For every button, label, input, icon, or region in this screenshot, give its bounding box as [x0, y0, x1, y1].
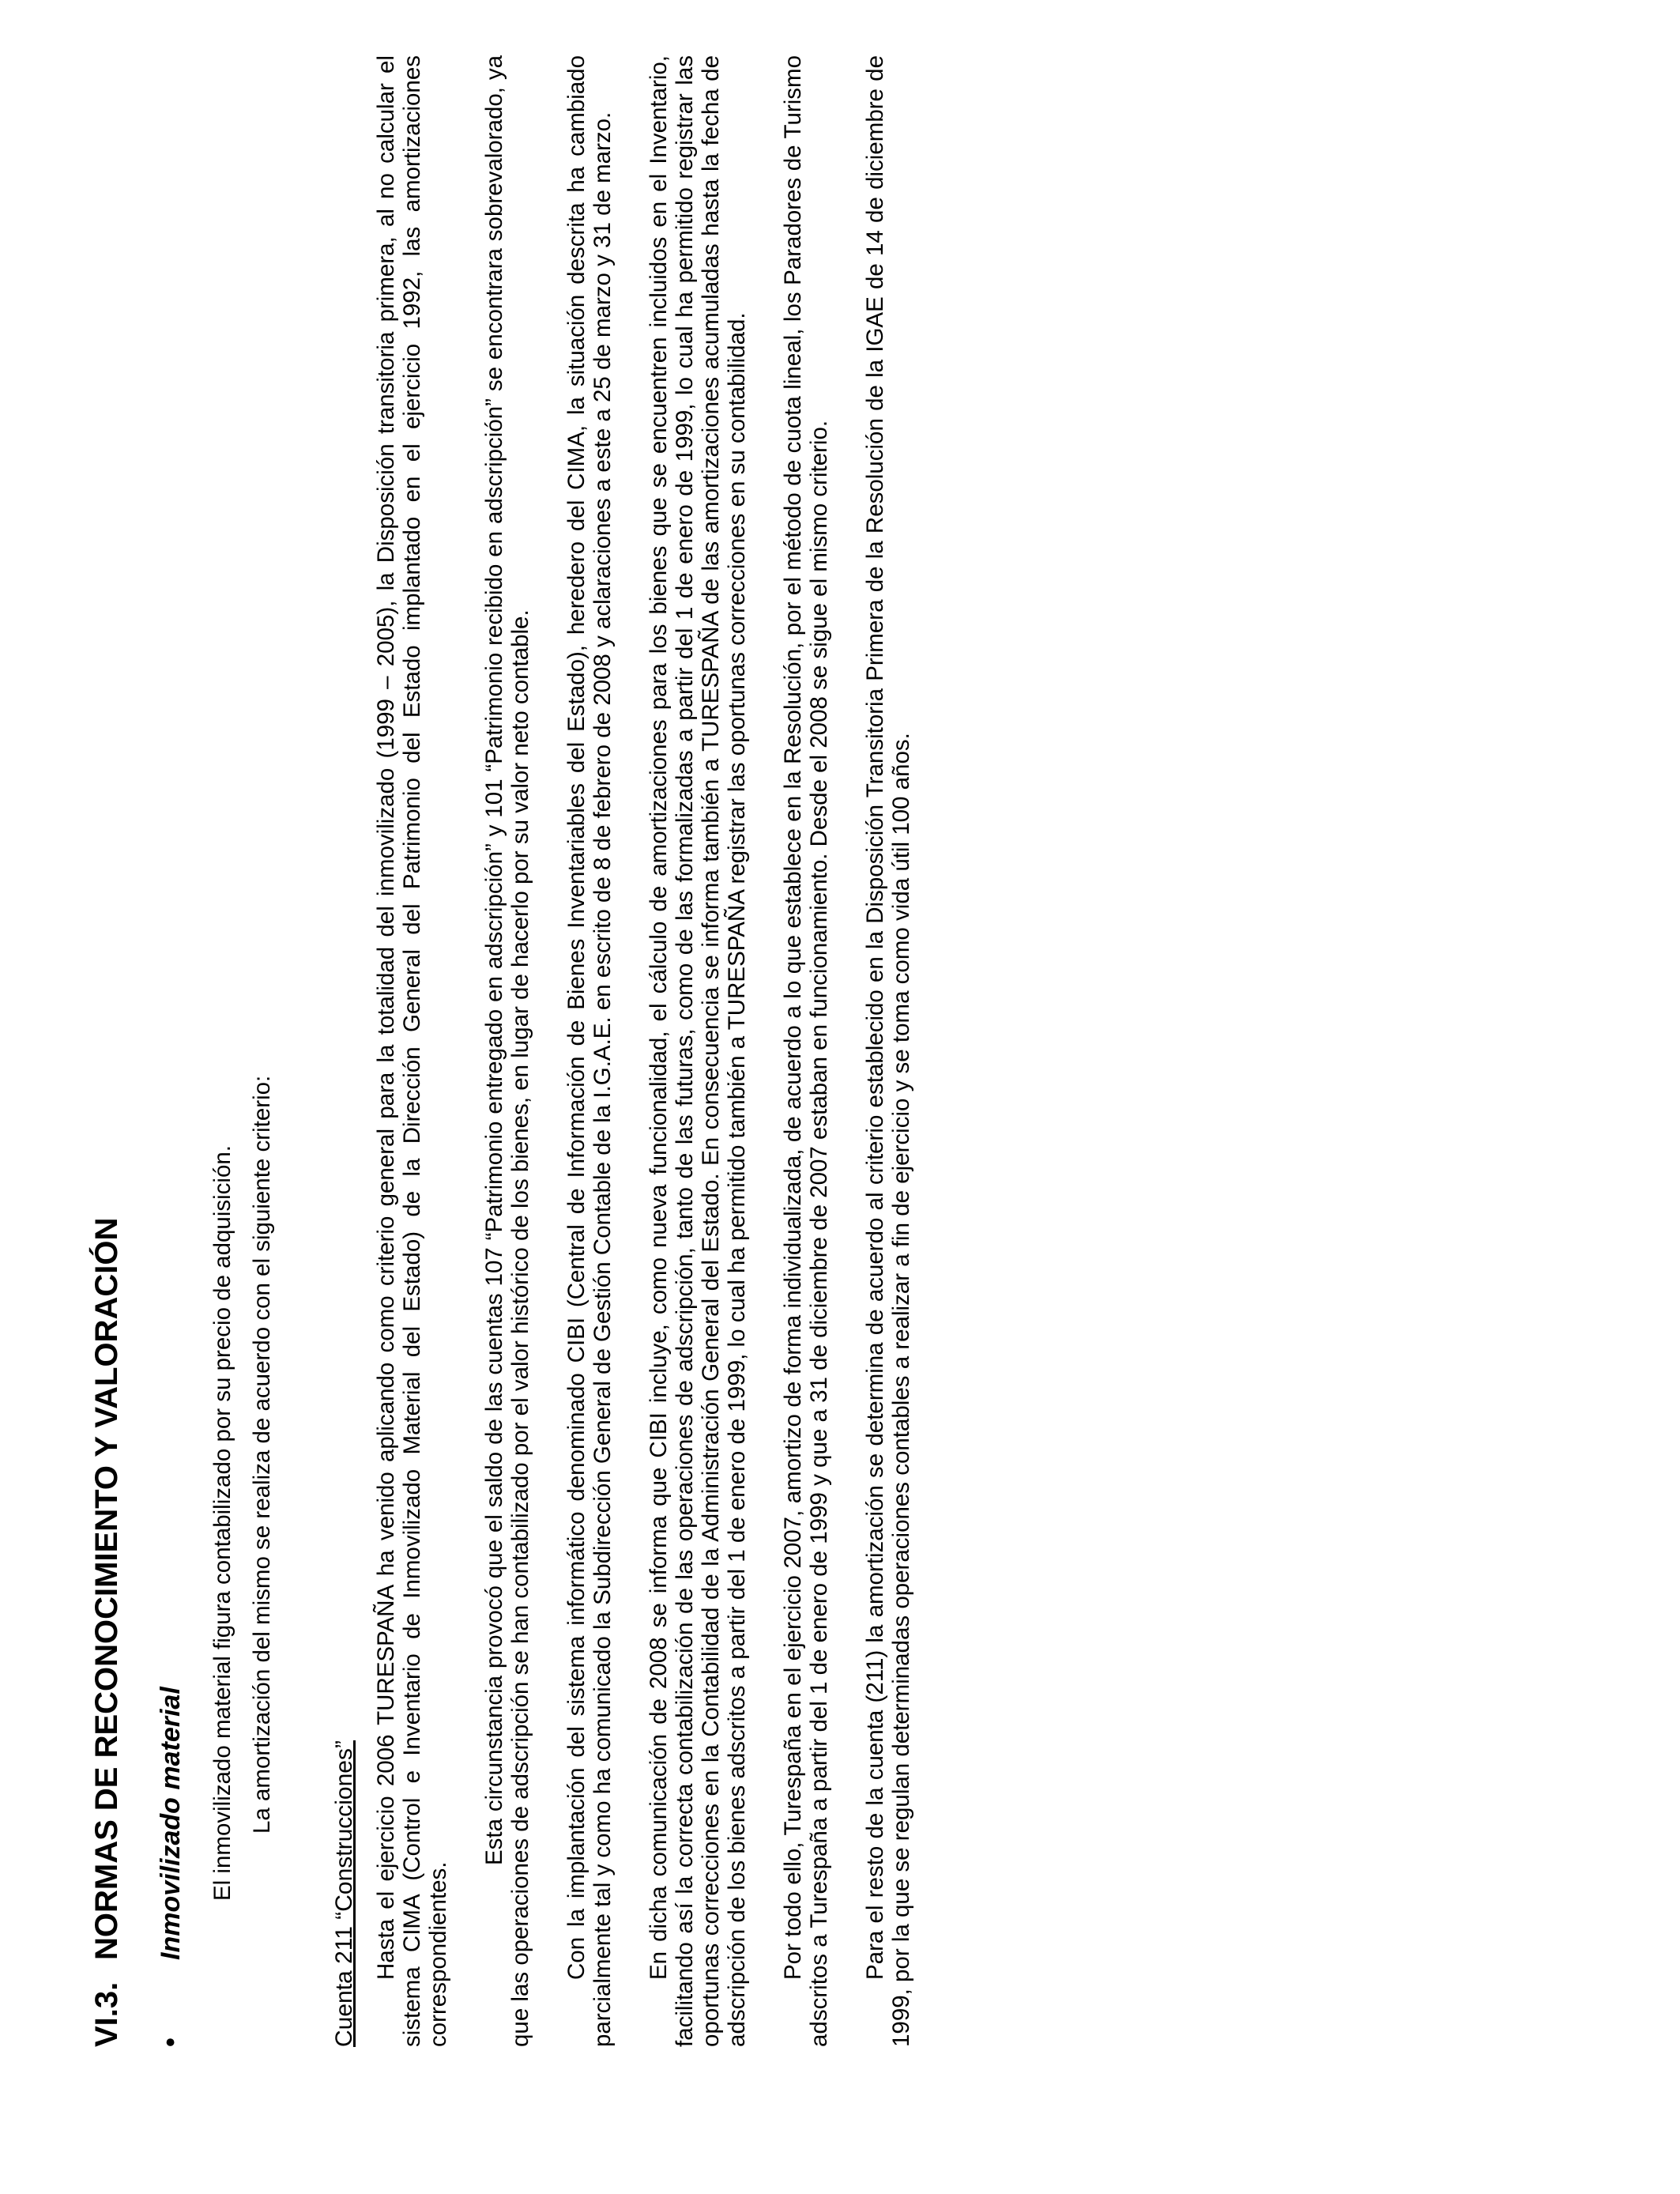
paragraph-rest-of-account: Para el resto de la cuenta (211) la amortización se determina de acuerdo al criterio establecido en la Disposición Transitoria Primera de la Resolución de la IGAE de 14 de diciembre de 1999, por la que se regulan determinadas operaciones contables a realizar a fin de ejercicio y se toma como vida útil 100 años.: [862, 55, 914, 2047]
account-heading: Cuenta 211 “Construcciones”: [331, 1740, 357, 2047]
paragraph-cibi: Con la implantación del sistema informático denominado CIBI (Central de Información de Bienes Inventariables del Estado), heredero del CIMA, la situación descrita ha cambiado parcialmente tal y como ha comunicado la Subdirección General de Gestión Contable de la I.G.A.E. en escrito de 8 de febrero de 2008 y aclaraciones a este a 25 de marzo y 31 de marzo.: [563, 55, 616, 2047]
intro-amortization-criterion: La amortización del mismo se realiza de acuerdo con el siguiente criterio:: [249, 1075, 275, 1834]
intro-acquisition-price: El inmovilizado material figura contabilizado por su precio de adquisición.: [209, 1145, 235, 1901]
paragraph-paradores: Por todo ello, Turespaña en el ejercicio 2007, amortizo de forma individualizada, de acuerdo a lo que establece en la Resolución, por el método de cuota lineal, los Paradores de Turismo adscritos a Turespaña a partir del 1 de enero de 1999 y que a 31 de diciembre de 2007 estaban en funcionamiento. Desde el 2008 se sigue el mismo criterio.: [780, 55, 832, 2047]
section-heading: [87, 55, 126, 2047]
paragraph-overvaluation: Esta circunstancia provocó que el saldo de las cuentas 107 “Patrimonio entregado en adscripción” y 101 “Patrimonio recibido en adscripción” se encontrara sobrevalorado, ya que las operaciones de adscripción se han contabilizado por el valor histórico de los bienes, en lugar de hacerlo por su valor neto contable.: [481, 55, 533, 2047]
bullet-icon: •: [156, 2038, 186, 2047]
subsection-heading: [153, 55, 188, 2047]
section-title: NORMAS DE RECONOCIMIENTO Y VALORACIÓN: [89, 1217, 124, 1960]
paragraph-history: Hasta el ejercicio 2006 TURESPAÑA ha venido aplicando como criterio general para la totalidad del inmovilizado (1999 – 2005), la Disposición transitoria primera, al no calcular el sistema CIMA (Control e Inventario de Inmovilizado Material del Estado) de la Dirección General del Patrimonio del Estado implantado en el ejercicio 1992, las amortizaciones correspondientes.: [373, 55, 451, 2047]
page-content: [87, 55, 944, 2047]
subsection-title: Inmovilizado material: [156, 1687, 186, 1960]
paragraph-communication: En dicha comunicación de 2008 se informa que CIBI incluye, como nueva funcionalidad, el cálculo de amortizaciones para los bienes que se encuentren incluidos en el Inventario, facilitando así la correcta contabilización de las operaciones de adscripción, tanto de las futuras, como de las formalizadas a partir del 1 de enero de 1999, lo cual ha permitido registrar las oportunas correcciones en la Contabilidad de la Administración General del Estado. En consecuencia se informa también a TURESPAÑA de las amortizaciones acumuladas hasta la fecha de adscripción de los bienes adscritos a partir del 1 de enero de 1999, lo cual ha permitido también a TURESPAÑA registrar las oportunas correcciones en su contabilidad.: [646, 55, 750, 2047]
section-number: VI.3.: [89, 1981, 124, 2047]
